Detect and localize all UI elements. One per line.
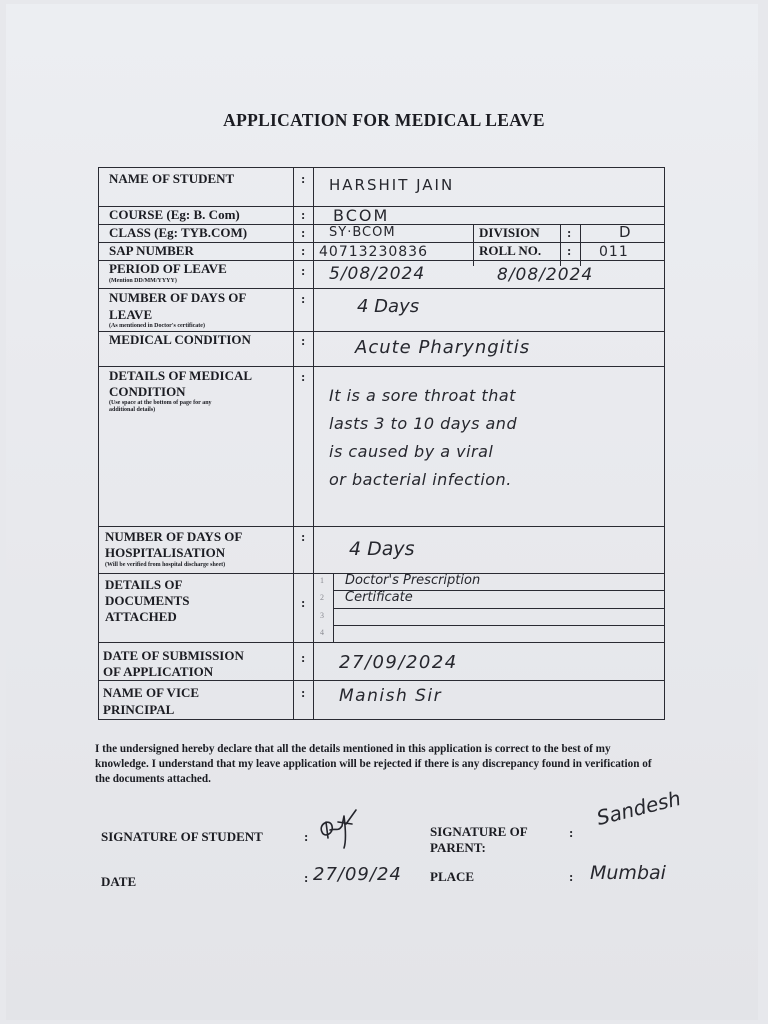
value-student-name: HARSHIT JAIN xyxy=(329,176,455,194)
row-line xyxy=(99,288,664,289)
label-divider xyxy=(293,168,294,719)
label-documents-1: DETAILS OF xyxy=(105,577,183,592)
value-document: Doctor's Prescription xyxy=(345,573,481,588)
colon: : xyxy=(301,595,306,610)
row-line xyxy=(99,642,664,643)
student-signature xyxy=(316,802,386,852)
value-details-line: is caused by a viral xyxy=(329,442,494,461)
value-roll-no: 011 xyxy=(599,244,629,260)
colon: : xyxy=(301,529,306,544)
row-line xyxy=(99,680,664,681)
value-division: D xyxy=(619,223,631,241)
value-document: Certificate xyxy=(345,590,413,605)
note-period-format: (Mention DD/MM/YYYY) xyxy=(109,278,177,284)
value-days-of-leave: 4 Days xyxy=(357,296,420,317)
colon: : xyxy=(304,870,309,885)
value-leave-from: 5/08/2024 xyxy=(329,264,426,284)
label-details-medical: DETAILS OF MEDICAL xyxy=(109,368,253,383)
label-submission-2: OF APPLICATION xyxy=(103,664,214,679)
value-course: BCOM xyxy=(333,206,390,225)
doc-number: 3 xyxy=(320,611,324,620)
label-vice-principal-2: PRINCIPAL xyxy=(103,702,175,717)
value-sap-number: 40713230836 xyxy=(319,244,428,260)
label-submission-1: DATE OF SUBMISSION xyxy=(103,648,244,663)
label-documents-2: DOCUMENTS xyxy=(105,593,190,608)
label-days-of-leave: NUMBER OF DAYS OF xyxy=(109,290,247,305)
colon: : xyxy=(301,225,306,240)
doc-row-line xyxy=(333,608,664,609)
label-details-condition: CONDITION xyxy=(109,384,186,399)
value-leave-to: 8/08/2024 xyxy=(497,265,594,285)
value-medical-condition: Acute Pharyngitis xyxy=(355,337,531,358)
row-line xyxy=(99,366,664,367)
value-place: Mumbai xyxy=(590,862,666,884)
label-signature-student: SIGNATURE OF STUDENT xyxy=(101,829,263,844)
label-sap-number: SAP NUMBER xyxy=(109,243,194,258)
label-medical-condition: MEDICAL CONDITION xyxy=(109,332,251,347)
value-class: SY·BCOM xyxy=(329,225,396,240)
label-place: PLACE xyxy=(430,869,475,884)
leave-form-table xyxy=(98,167,665,720)
colon: : xyxy=(567,225,572,240)
label-hospitalisation-1: NUMBER OF DAYS OF xyxy=(105,529,243,544)
label-division: DIVISION xyxy=(479,225,540,240)
label-signature-parent-1: SIGNATURE OF xyxy=(430,824,528,839)
note-hospitalisation: (Will be verified from hospital discharge sheet) xyxy=(105,562,226,568)
label-vice-principal-1: NAME OF VICE xyxy=(103,685,200,700)
label-class: CLASS (Eg: TYB.COM) xyxy=(109,225,248,240)
parent-signature: Sandesh xyxy=(594,785,684,830)
colon: : xyxy=(301,650,306,665)
value-vice-principal: Manish Sir xyxy=(339,686,443,706)
value-details-line: or bacterial infection. xyxy=(329,470,512,489)
label-days-of-leave-2: LEAVE xyxy=(109,307,153,322)
value-submission-date: 27/09/2024 xyxy=(339,652,458,673)
page-title: APPLICATION FOR MEDICAL LEAVE xyxy=(223,110,545,130)
declaration-text: I the undersigned hereby declare that all the details mentioned in this application is correct to the best of my knowledge. I understand that my leave application will be rejected if there is any discrepancy found in verification of the documents attached. xyxy=(95,743,652,785)
colon: : xyxy=(569,825,574,840)
doc-row-line xyxy=(333,625,664,626)
label-name-of-student: NAME OF STUDENT xyxy=(109,171,235,186)
value-details-line: It is a sore throat that xyxy=(329,386,516,405)
colon-divider xyxy=(313,168,314,719)
colon: : xyxy=(301,243,306,258)
value-details-line: lasts 3 to 10 days and xyxy=(329,414,518,433)
doc-number: 4 xyxy=(320,628,324,637)
colon: : xyxy=(567,243,572,258)
colon: : xyxy=(301,291,306,306)
value-days-hospitalisation: 4 Days xyxy=(349,538,415,560)
label-hospitalisation-2: HOSPITALISATION xyxy=(105,545,226,560)
value-date: 27/09/24 xyxy=(313,864,402,885)
colon: : xyxy=(301,333,306,348)
label-period-of-leave: PERIOD OF LEAVE xyxy=(109,261,227,276)
note-details-1: (Use space at the bottom of page for any xyxy=(109,400,212,406)
row-line xyxy=(99,526,664,527)
colon: : xyxy=(301,263,306,278)
colon: : xyxy=(301,207,306,222)
colon: : xyxy=(301,171,306,186)
label-roll-no: ROLL NO. xyxy=(479,243,542,258)
doc-number: 2 xyxy=(320,593,324,602)
colon: : xyxy=(569,869,574,884)
note-details-2: additional details) xyxy=(109,407,156,413)
colon: : xyxy=(301,369,306,384)
colon: : xyxy=(304,829,309,844)
note-days-of-leave: (As mentioned in Doctor's certificate) xyxy=(109,323,205,329)
label-course: COURSE (Eg: B. Com) xyxy=(109,207,240,222)
label-date: DATE xyxy=(101,874,137,889)
label-documents-3: ATTACHED xyxy=(105,609,177,624)
label-signature-parent-2: PARENT: xyxy=(430,840,486,855)
colon: : xyxy=(301,685,306,700)
doc-number: 1 xyxy=(320,576,324,585)
